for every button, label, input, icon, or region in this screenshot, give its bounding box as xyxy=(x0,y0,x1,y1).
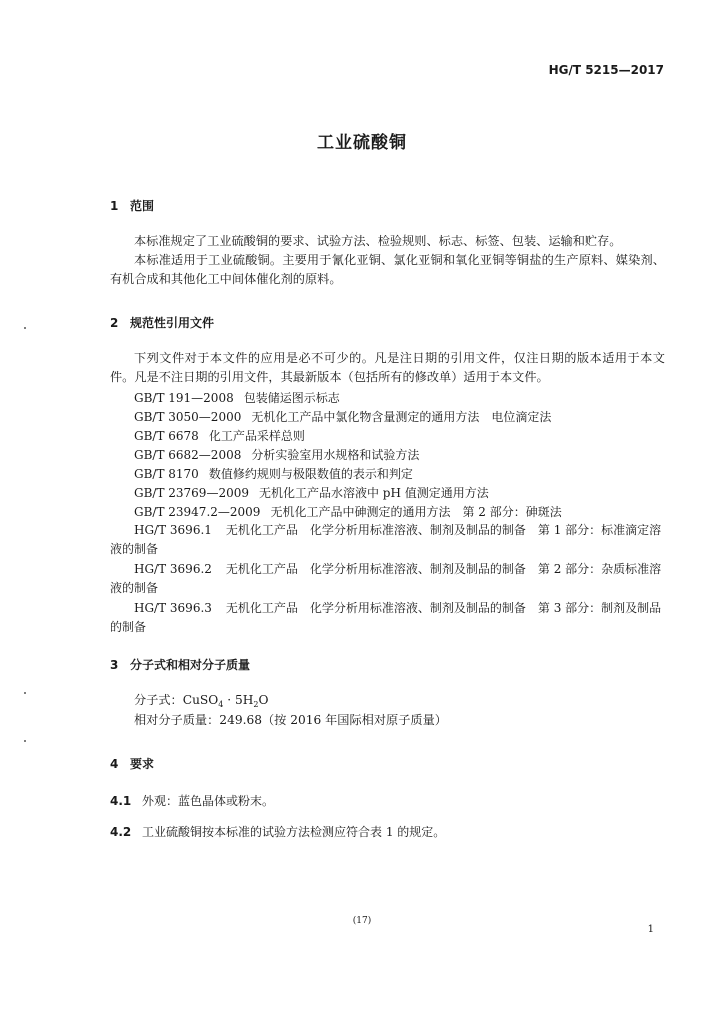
section-2-intro: 下列文件对于本文件的应用是必不可少的。凡是注日期的引用文件，仅注日期的版本适用于本文件。凡是不注日期的引用文件，其最新版本（包括所有的修改单）适用于本文件。 xyxy=(110,351,665,384)
reference-item xyxy=(134,446,419,463)
molecular-mass: 相对分子质量：249.68（按 2016 年国际相对原子质量） xyxy=(134,713,447,727)
requirement-text: 工业硫酸铜按本标准的试验方法检测应符合表 1 的规定。 xyxy=(142,825,446,839)
formula-part: O xyxy=(258,693,269,707)
reference-item xyxy=(110,599,666,637)
reference-title: 化工产品采样总则 xyxy=(208,429,305,443)
section-title: 要求 xyxy=(130,757,155,771)
reference-item xyxy=(134,484,489,501)
reference-title: 无机化工产品 化学分析用标准溶液、制剂及制品的制备 第 3 部分：制剂及制品的制备 xyxy=(110,601,662,634)
formula-subscript: 2 xyxy=(253,700,259,709)
scan-speck xyxy=(24,692,26,694)
reference-item xyxy=(110,560,666,598)
reference-title: 无机化工产品中砷测定的通用方法 第 2 部分：砷斑法 xyxy=(270,505,562,519)
reference-code: GB/T 191—2008 xyxy=(134,391,234,405)
reference-code: GB/T 6678 xyxy=(134,429,199,443)
reference-title: 分析实验室用水规格和试验方法 xyxy=(251,448,420,462)
formula-part: · 5H xyxy=(223,693,254,707)
reference-code: GB/T 23769—2009 xyxy=(134,486,249,500)
section-number: 3 xyxy=(110,658,119,672)
reference-item xyxy=(134,408,551,425)
reference-code: GB/T 6682—2008 xyxy=(134,448,242,462)
reference-code: HG/T 3696.2 xyxy=(134,562,212,576)
requirement-item xyxy=(110,823,445,840)
section-4-heading xyxy=(110,755,154,772)
section-number: 1 xyxy=(110,199,119,213)
section-1-paragraph-2: 本标准适用于工业硫酸铜。主要用于氰化亚铜、氯化亚铜和氧化亚铜等铜盐的生产原料、媒染剂、有机合成和其他化工中间体催化剂的原料。 xyxy=(110,253,665,286)
section-1-heading xyxy=(110,197,154,214)
reference-code: HG/T 3696.1 xyxy=(134,523,212,537)
reference-item xyxy=(134,465,413,482)
reference-code: GB/T 3050—2000 xyxy=(134,410,242,424)
section-2-heading xyxy=(110,314,214,331)
reference-code: GB/T 8170 xyxy=(134,467,199,481)
section-title: 规范性引用文件 xyxy=(130,316,215,330)
requirement-number: 4.2 xyxy=(110,825,132,839)
formula-part: CuSO xyxy=(182,693,219,707)
reference-title: 无机化工产品 化学分析用标准溶液、制剂及制品的制备 第 1 部分：标准滴定溶液的制备 xyxy=(110,523,662,556)
document-title: 工业硫酸铜 xyxy=(317,133,407,153)
reference-title: 数值修约规则与极限数值的表示和判定 xyxy=(208,467,413,481)
section-title: 分子式和相对分子质量 xyxy=(130,658,251,672)
section-number: 2 xyxy=(110,316,119,330)
requirement-number: 4.1 xyxy=(110,794,132,808)
reference-title: 包装储运图示标志 xyxy=(243,391,340,405)
formula-label: 分子式： xyxy=(134,693,183,707)
requirement-item xyxy=(110,792,274,809)
section-number: 4 xyxy=(110,757,119,771)
section-3-heading xyxy=(110,656,250,673)
reference-item xyxy=(110,521,666,559)
reference-code: GB/T 23947.2—2009 xyxy=(134,505,261,519)
standard-code: HG/T 5215—2017 xyxy=(548,63,664,77)
section-1-paragraph-1: 本标准规定了工业硫酸铜的要求、试验方法、检验规则、标志、标签、包装、运输和贮存。 xyxy=(134,234,622,248)
requirement-text: 外观：蓝色晶体或粉末。 xyxy=(142,794,275,808)
reference-item xyxy=(134,503,562,520)
reference-code: HG/T 3696.3 xyxy=(134,601,212,615)
page-number: 1 xyxy=(647,924,654,935)
formula-subscript: 4 xyxy=(218,700,224,709)
reference-title: 无机化工产品 化学分析用标准溶液、制剂及制品的制备 第 2 部分：杂质标准溶液的制备 xyxy=(110,562,662,595)
section-title: 范围 xyxy=(130,199,155,213)
reference-item xyxy=(134,427,305,444)
scan-speck xyxy=(24,740,26,742)
reference-title: 无机化工产品水溶液中 pH 值测定通用方法 xyxy=(258,486,489,500)
reference-title: 无机化工产品中氯化物含量测定的通用方法 电位滴定法 xyxy=(251,410,552,424)
footer-page-marker: (17) xyxy=(352,916,372,926)
scan-speck xyxy=(24,327,26,329)
reference-item xyxy=(134,389,340,406)
